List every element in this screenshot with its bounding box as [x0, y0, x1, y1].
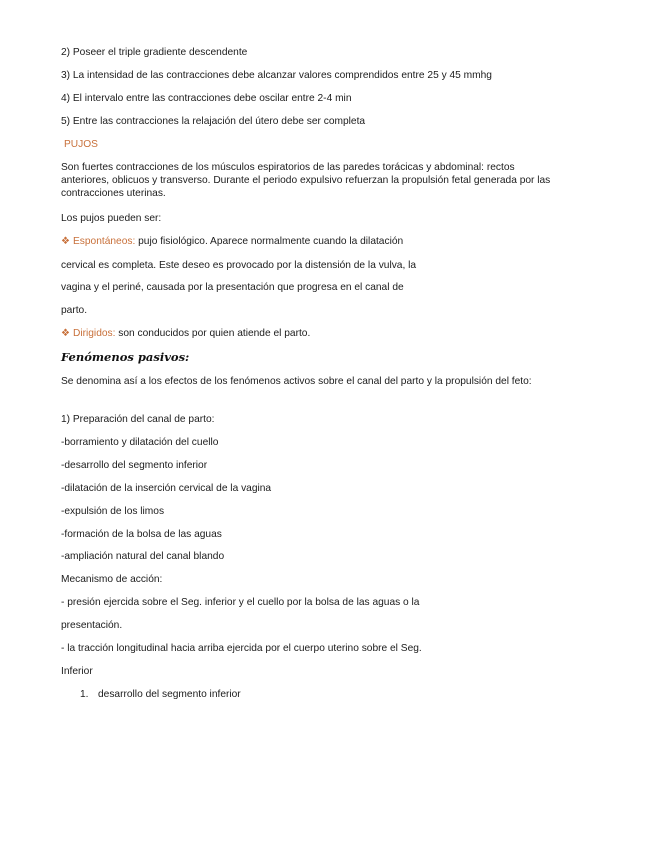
term-definition: son conducidos por quien atiende el parto.: [115, 328, 311, 339]
paragraph: Los pujos pueden ser:: [61, 213, 162, 224]
term-definition: pujo fisiológico. Aparece normalmente cuando la dilatación: [135, 236, 404, 247]
list-item: -dilatación de la inserción cervical de la vagina: [61, 483, 272, 494]
list-item: -ampliación natural del canal blando: [61, 551, 225, 562]
list-item: -desarrollo del segmento inferior: [61, 460, 208, 471]
paragraph-line: Inferior: [61, 666, 93, 677]
paragraph-pujos: Son fuertes contracciones de los músculos espiratorios de las paredes torácicas y abdominal: rectos anteriores, oblicuos y transverso. Durante el periodo expulsivo refuerzan la propulsión fetal generada por las contracciones uterinas.: [61, 162, 551, 199]
section-heading-pasivos: Fenómenos pasivos:: [61, 350, 190, 364]
subheading: Mecanismo de acción:: [61, 574, 163, 585]
list-item: - presión ejercida sobre el Seg. inferior y el cuello por la bolsa de las aguas o la: [61, 597, 420, 608]
section-heading-pujos: PUJOS: [64, 139, 98, 150]
subheading: 1) Preparación del canal de parto:: [61, 414, 215, 425]
list-item: 4) El intervalo entre las contracciones debe oscilar entre 2-4 min: [61, 93, 352, 104]
paragraph-line: cervical es completa. Este deseo es provocado por la distensión de la vulva, la: [61, 260, 417, 271]
bullet-dirigidos: [61, 327, 310, 340]
paragraph-line: presentación.: [61, 620, 123, 631]
list-item: -formación de la bolsa de las aguas: [61, 529, 222, 540]
diamond-bullet-icon: ❖: [61, 328, 71, 339]
diamond-bullet-icon: ❖: [61, 236, 71, 247]
list-item: -expulsión de los limos: [61, 506, 165, 517]
term-espontaneos: Espontáneos:: [72, 236, 136, 247]
list-item: 2) Poseer el triple gradiente descendente: [61, 47, 248, 58]
list-item-text: desarrollo del segmento inferior: [98, 689, 241, 700]
list-item: -borramiento y dilatación del cuello: [61, 437, 219, 448]
bullet-espontaneos: [61, 235, 403, 248]
paragraph-pasivos: Se denomina así a los efectos de los fenómenos activos sobre el canal del parto y la propulsión del feto:: [61, 376, 532, 387]
list-item: 3) La intensidad de las contracciones debe alcanzar valores comprendidos entre 25 y 45 mmhg: [61, 70, 492, 81]
list-item: 5) Entre las contracciones la relajación del útero debe ser completa: [61, 116, 366, 127]
paragraph-line: parto.: [61, 305, 88, 316]
list-number: 1.: [80, 689, 89, 700]
list-item: - la tracción longitudinal hacia arriba ejercida por el cuerpo uterino sobre el Seg.: [61, 643, 422, 654]
term-dirigidos: Dirigidos:: [72, 328, 116, 339]
paragraph-line: vagina y el periné, causada por la presentación que progresa en el canal de: [61, 282, 404, 293]
numbered-list-item: [80, 688, 241, 701]
